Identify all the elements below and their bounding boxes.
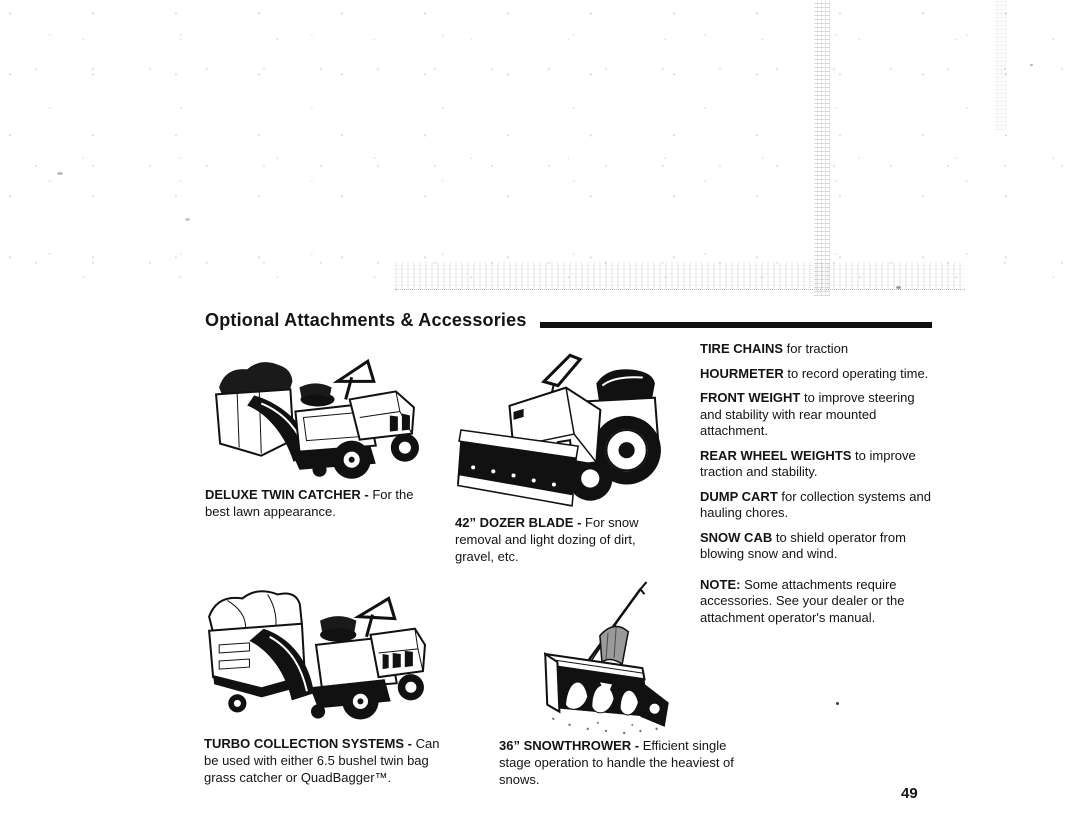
page-number: 49 <box>901 785 918 802</box>
list-item <box>700 489 936 522</box>
tractor-twin-catcher-drawing <box>199 347 425 483</box>
caption-text: Efficient single stage operation to handle the heaviest of snows. <box>499 738 734 787</box>
accessory-desc: to shield operator from blowing snow and wind. <box>700 529 906 561</box>
tractor-collection-drawing <box>197 586 427 733</box>
accessory-name: REAR WHEEL WEIGHTS <box>700 447 852 463</box>
dozer-blade-illustration <box>457 341 669 513</box>
accessory-desc: to record operating time. <box>783 365 929 381</box>
accessory-name: DUMP CART <box>700 488 778 504</box>
list-item <box>700 341 936 358</box>
twin-catcher-caption <box>205 486 427 520</box>
caption-title: 36” SNOWTHROWER - <box>499 738 640 753</box>
twin-catcher-illustration <box>199 347 425 483</box>
snowthrower-illustration <box>539 577 676 737</box>
accessory-name: FRONT WEIGHT <box>700 390 801 405</box>
caption-title: DELUXE TWIN CATCHER - <box>205 487 369 502</box>
scan-speck <box>896 286 901 289</box>
accessory-name: HOURMETER <box>700 365 784 381</box>
collection-system-caption <box>204 735 444 786</box>
tractor-dozer-drawing <box>457 341 669 513</box>
list-item <box>700 390 936 440</box>
scan-noise <box>0 0 1080 300</box>
page-title: Optional Attachments & Accessories <box>205 310 527 330</box>
scan-speck <box>836 702 839 705</box>
note-paragraph <box>700 577 936 627</box>
caption-title: 42” DOZER BLADE - <box>455 515 582 530</box>
list-item <box>700 530 936 563</box>
accessories-list <box>700 341 936 634</box>
accessory-name: TIRE CHAINS <box>700 341 784 356</box>
scan-band <box>395 262 965 290</box>
scan-speck <box>57 172 63 175</box>
caption-text: For snow removal and light dozing of dirt, gravel, etc. <box>455 515 639 564</box>
snowthrower-drawing <box>539 577 676 737</box>
snowthrower-caption <box>499 737 751 788</box>
collection-system-illustration <box>197 586 427 733</box>
scan-speck <box>185 218 190 221</box>
section-header <box>205 309 932 331</box>
note-text: Some attachments require accessories. See your dealer or the attachment operator's manual. <box>700 576 905 625</box>
accessory-desc: for collection systems and hauling chores. <box>700 488 931 520</box>
caption-text: For the best lawn appearance. <box>205 487 414 519</box>
caption-title: TURBO COLLECTION SYSTEMS - <box>204 736 412 751</box>
title-rule <box>540 322 932 328</box>
scan-streak <box>994 0 1006 130</box>
scan-speck <box>1030 64 1033 66</box>
accessory-desc: to improve steering and stability with rear mounted attachment. <box>700 390 915 438</box>
scan-streak <box>814 0 830 296</box>
accessory-desc: for traction <box>783 341 849 356</box>
note-label: NOTE: <box>700 576 741 592</box>
accessory-desc: to improve traction and stability. <box>700 447 916 479</box>
dozer-blade-caption <box>455 514 663 565</box>
accessory-name: SNOW CAB <box>700 529 773 545</box>
caption-text: Can be used with either 6.5 bushel twin bag grass catcher or QuadBagger™. <box>204 736 440 785</box>
list-item <box>700 448 936 481</box>
list-item <box>700 366 936 383</box>
